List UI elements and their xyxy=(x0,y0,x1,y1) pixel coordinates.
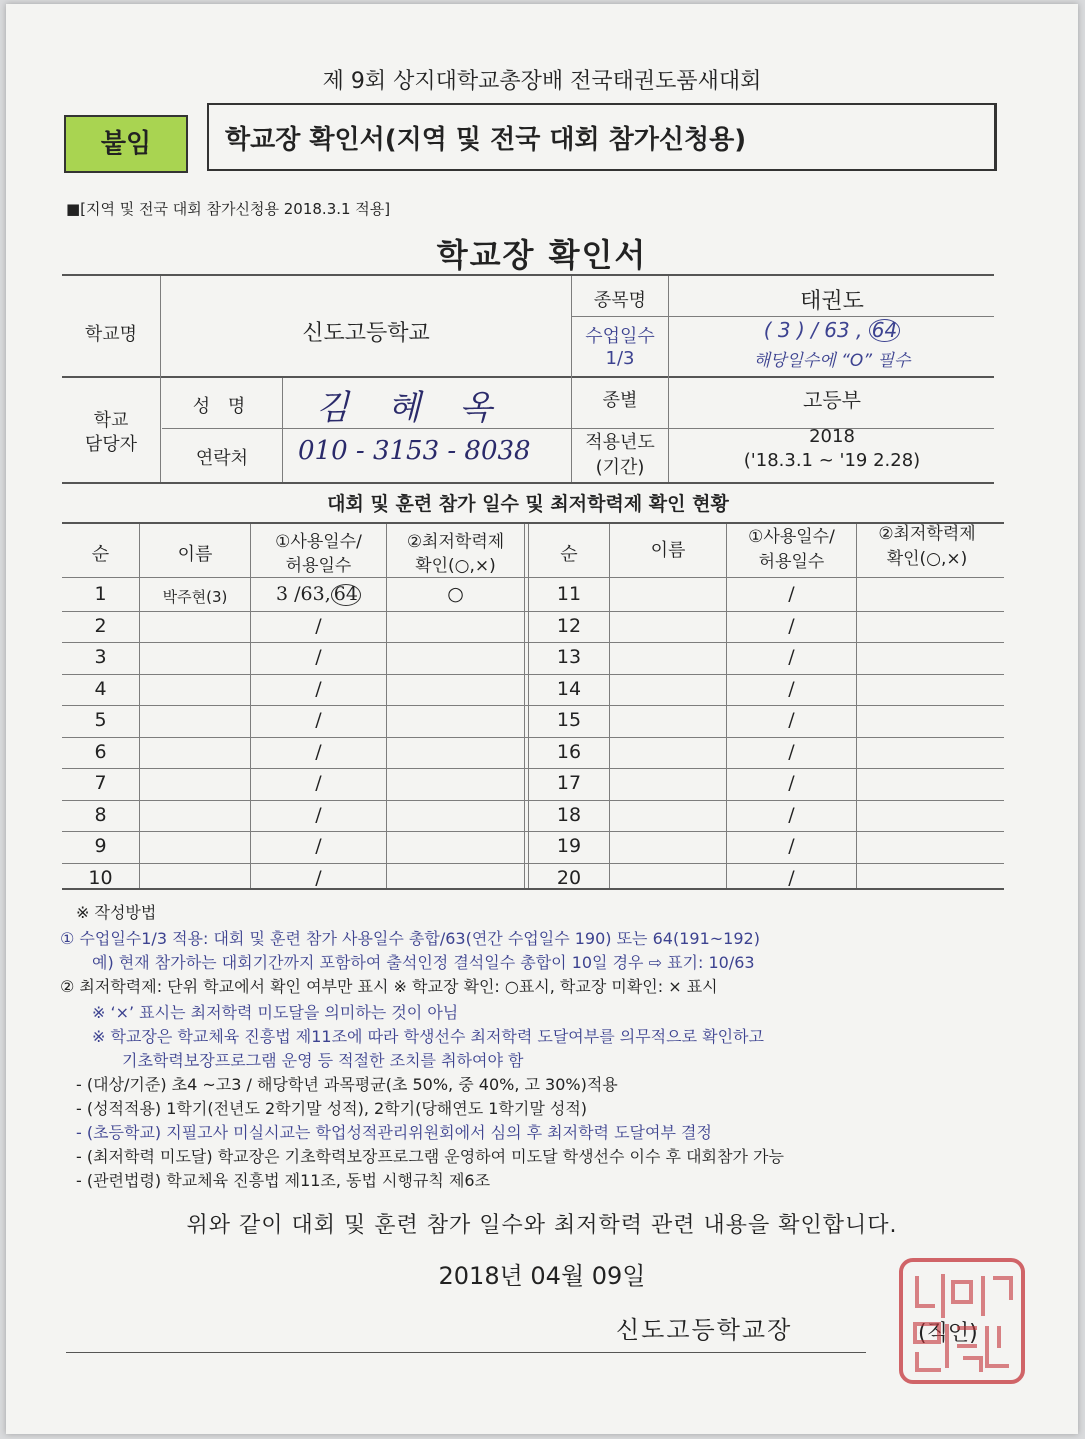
name-value: 김 혜 옥 xyxy=(316,388,507,428)
row-number: 19 xyxy=(556,835,582,857)
row-number: 8 xyxy=(94,803,107,826)
principal-name: 신도고등학교장 xyxy=(616,1316,793,1344)
row-number: 5 xyxy=(94,709,107,731)
days-used-value: / xyxy=(315,709,322,731)
row-number: 3 xyxy=(94,646,107,668)
classdays-note: 해당일수에 “O” 필수 xyxy=(753,351,911,371)
header-min-2-left: 확인(○,×) xyxy=(415,556,496,576)
method-note: ※ 학교장은 학교체육 진흥법 제11조에 따라 학생선수 최저학력 도달여부를 의무적으로 확인하고 xyxy=(92,1027,764,1046)
header-box-title: 학교장 확인서(지역 및 전국 대회 참가신청용) xyxy=(225,125,747,155)
row-number: 15 xyxy=(556,709,582,731)
school-value: 신도고등학교 xyxy=(302,321,430,346)
method-title: ※ 작성방법 xyxy=(76,903,157,922)
confirm-text: 위와 같이 대회 및 훈련 참가 일수와 최저학력 관련 내용을 확인합니다. xyxy=(186,1213,898,1238)
classdays-value-prefix: ( 3 ) / 63 , xyxy=(763,318,869,342)
header-min-1-left: ②최저학력제 xyxy=(406,532,505,552)
contact-value: 010 - 3153 - 8038 xyxy=(298,436,531,466)
official-seal xyxy=(899,1258,1025,1384)
min-achievement-check: ○ xyxy=(447,583,464,605)
days-used xyxy=(251,835,386,857)
days-used-value: / xyxy=(315,772,322,794)
section-title: 대회 및 훈련 참가 일수 및 최저학력제 확인 현황 xyxy=(327,493,729,515)
days-used-value: / xyxy=(315,835,322,857)
days-used xyxy=(251,709,386,731)
row-number: 13 xyxy=(556,646,582,668)
classdays-value xyxy=(670,318,994,342)
header-days-1-left: ①사용일수/ xyxy=(275,532,362,552)
document-title: 학교장 확인서 xyxy=(436,236,648,274)
days-used-value: / xyxy=(315,866,322,889)
header-days-2-left: 허용일수 xyxy=(285,556,352,576)
method-note: - (최저학력 미도달) 학교장은 기초학력보장프로그램 운영하여 미도달 학생선수 이수 후 대회참가 가능 xyxy=(76,1147,784,1166)
sport-label: 종목명 xyxy=(593,290,647,311)
row-number: 20 xyxy=(556,866,582,889)
days-used: / xyxy=(788,614,795,637)
date-text: 2018년 04월 09일 xyxy=(438,1262,646,1290)
division-value: 고등부 xyxy=(803,388,861,412)
method-note: - (초등학교) 지필고사 미실시교는 학업성적관리위원회에서 심의 후 최저학력 도달여부 결정 xyxy=(76,1123,712,1142)
school-label: 학교명 xyxy=(84,324,138,345)
days-used: / xyxy=(788,772,795,794)
method-note: - (관련법령) 학교체육 진흥법 제11조, 동법 시행규칙 제6조 xyxy=(76,1171,491,1190)
year-label-1: 적용년도 xyxy=(585,432,655,453)
days-circled-value: 64 xyxy=(331,584,361,606)
contact-label: 연락처 xyxy=(195,448,249,469)
days-used: / xyxy=(788,803,795,826)
header-box xyxy=(207,103,997,171)
days-used-value: / xyxy=(315,677,322,700)
header-name-right: 이름 xyxy=(650,540,686,561)
days-used xyxy=(251,741,386,763)
name-label: 성 명 xyxy=(192,396,252,417)
row-number: 10 xyxy=(88,866,113,889)
applicable-note: ■[지역 및 전국 대회 참가신청용 2018.3.1 적용] xyxy=(66,200,391,218)
row-number: 11 xyxy=(556,583,582,605)
seal-label: (직인) xyxy=(918,1321,978,1346)
days-used: / xyxy=(788,835,795,857)
method-note: ※ ‘×’ 표시는 최저학력 미도달을 의미하는 것이 아님 xyxy=(92,1003,459,1022)
days-used xyxy=(251,678,386,700)
document-page xyxy=(6,4,1078,1434)
days-used xyxy=(251,646,386,668)
days-used: / xyxy=(788,583,795,605)
days-used: / xyxy=(788,740,795,763)
method-note: 기초학력보장프로그램 운영 등 적절한 조치를 취하여야 함 xyxy=(122,1051,524,1070)
classdays-circled: 64 xyxy=(869,319,900,342)
header-min-1-right: ②최저학력제 xyxy=(878,524,976,544)
header-days-2-right: 허용일수 xyxy=(758,552,825,572)
division-label: 종별 xyxy=(602,390,638,411)
manager-label-1: 학교 xyxy=(93,410,129,431)
days-used-value: / xyxy=(315,646,322,668)
row-number: 17 xyxy=(556,772,582,794)
event-title: 제 9회 상지대학교총장배 전국태권도품새대회 xyxy=(322,69,762,94)
header-no-right: 순 xyxy=(560,544,578,565)
row-number: 9 xyxy=(94,835,107,857)
period-value: ('18.3.1 ~ '19 2.28) xyxy=(743,450,921,471)
row-number: 12 xyxy=(556,614,582,637)
days-used: / xyxy=(788,866,795,889)
attachment-tag: 붙임 xyxy=(64,115,188,173)
days-used: / xyxy=(788,677,795,700)
days-used-value: / xyxy=(315,614,322,637)
row-number: 2 xyxy=(94,614,107,637)
year-value: 2018 xyxy=(809,426,855,447)
student-name: 박주현(3) xyxy=(162,588,228,606)
row-number: 16 xyxy=(556,740,582,763)
row-number: 1 xyxy=(94,583,107,605)
days-used: / xyxy=(788,646,795,668)
manager-label-2: 담당자 xyxy=(84,434,138,455)
year-label-2: (기간) xyxy=(595,457,645,478)
days-used-value: / xyxy=(315,803,322,826)
header-min-2-right: 확인(○,×) xyxy=(886,549,968,569)
row-number: 6 xyxy=(94,740,107,763)
method-note: - (성적적용) 1학기(전년도 2학기말 성적), 2학기(당해연도 1학기말 성적) xyxy=(76,1099,588,1118)
header-name-left: 이름 xyxy=(177,544,213,565)
method-note: 예) 현재 참가하는 대회기간까지 포함하여 출석인정 결석일수 총합이 10일 경우 ⇨ 표기: 10/63 xyxy=(92,953,755,972)
header-days-1-right: ①사용일수/ xyxy=(748,527,835,547)
row-number: 14 xyxy=(556,677,582,700)
row-number: 7 xyxy=(94,772,107,794)
days-used xyxy=(251,615,386,637)
days-used xyxy=(251,583,386,606)
days-used xyxy=(251,772,386,794)
header-no-left: 순 xyxy=(91,544,110,565)
classdays-label: 수업일수 xyxy=(585,326,655,347)
days-used-value: / xyxy=(315,740,322,763)
method-note: ① 수업일수1/3 적용: 대회 및 훈련 참가 사용일수 총합/63(연간 수업일수 190) 또는 64(191~192) xyxy=(60,929,760,948)
days-used: / xyxy=(788,709,795,731)
method-note: ② 최저학력제: 단위 학교에서 확인 여부만 표시 ※ 학교장 확인: ○표시, 학교장 미확인: × 표시 xyxy=(60,977,718,996)
days-used xyxy=(251,804,386,826)
row-number: 18 xyxy=(556,803,582,826)
method-note: - (대상/기준) 초4 ~고3 / 해당학년 과목평균(초 50%, 중 40%, 고 30%)적용 xyxy=(76,1075,618,1094)
row-number: 4 xyxy=(94,677,107,700)
days-used xyxy=(251,867,386,889)
sport-value: 태권도 xyxy=(800,289,864,314)
days-used-value: 3 /63, xyxy=(276,583,331,605)
classdays-sub: 1/3 xyxy=(605,348,635,369)
